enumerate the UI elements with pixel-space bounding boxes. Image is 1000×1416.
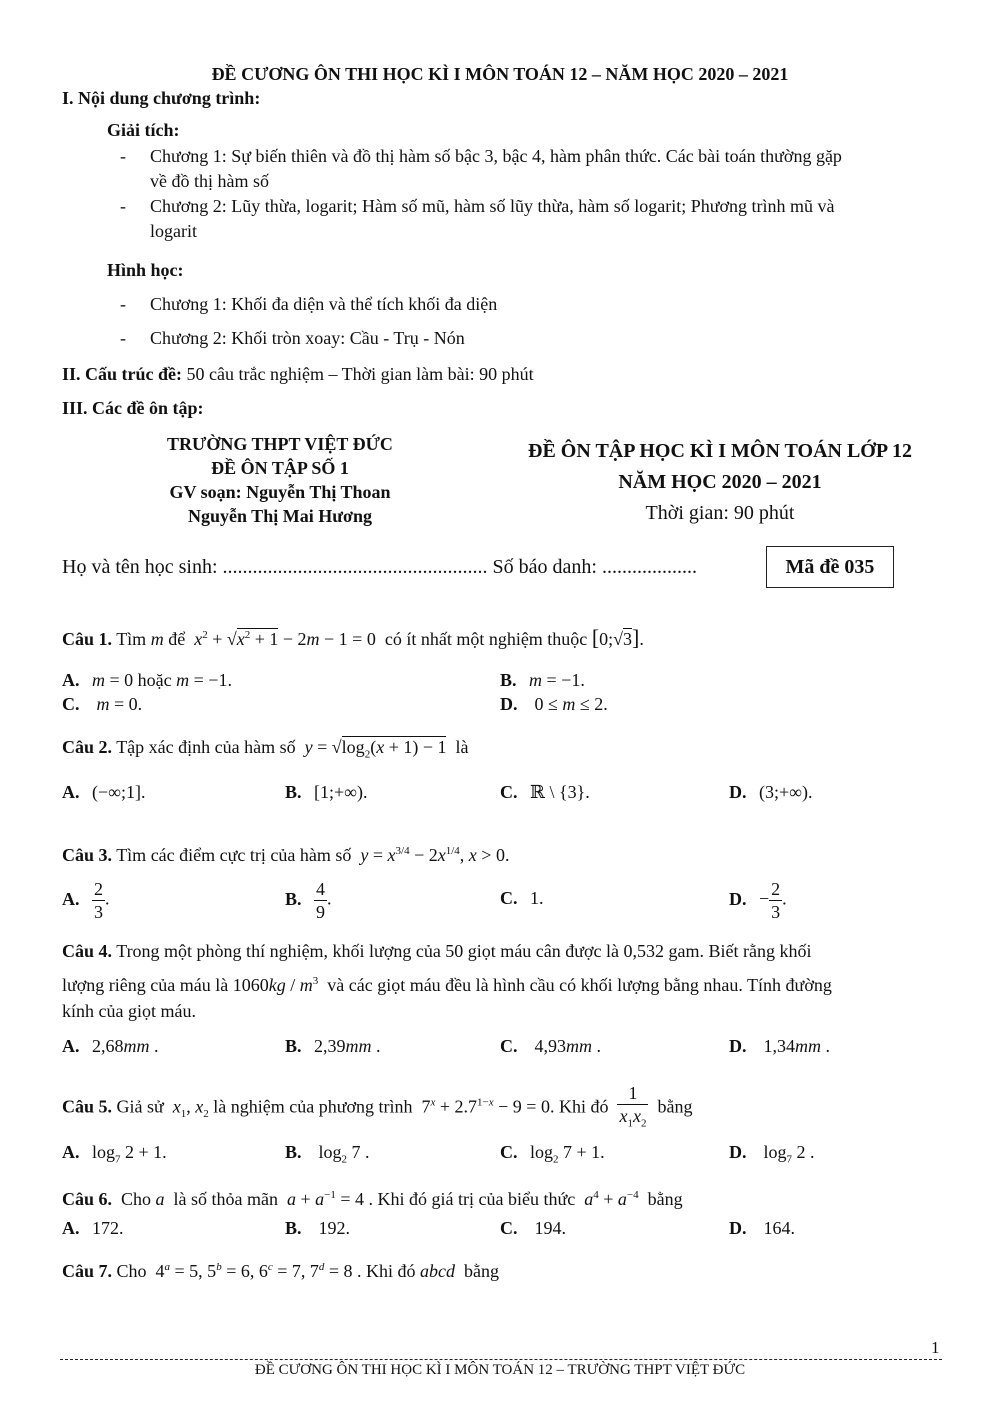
q4-option-a: A. 2,68mm . xyxy=(62,1036,159,1056)
question-2: Câu 2. Tập xác định của hàm số $y = √\log_2(x + 1) - 1$ là xyxy=(62,737,469,761)
exam-time: Thời gian: 90 phút xyxy=(645,502,795,524)
q1-option-b: B. m = −1. xyxy=(500,670,585,690)
bullet-dash: - xyxy=(120,146,126,166)
q6-option-c: C. 194. xyxy=(500,1218,566,1238)
q6-option-d: D. 164. xyxy=(729,1218,795,1238)
exam-title: ĐỀ ÔN TẬP HỌC KÌ I MÔN TOÁN LỚP 12 xyxy=(528,440,912,462)
giai-tich-item-1-cont: về đồ thị hàm số xyxy=(150,171,269,191)
q3-option-b: B. $\frac{4}{9}$ . xyxy=(285,879,332,922)
q6-option-a: A. 172. xyxy=(62,1218,124,1238)
exam-code-box: Mã đề 035 xyxy=(766,546,894,588)
student-info-line: Họ và tên học sinh: ..................................................... Số báo danh: ................... xyxy=(62,556,697,578)
giai-tich-heading: Giải tích: xyxy=(107,120,180,140)
hinh-hoc-item-1: Chương 1: Khối đa diện và thể tích khối đa diện xyxy=(150,294,498,314)
question-label: Câu 3. xyxy=(62,845,113,865)
q4-option-c: C. 4,93mm . xyxy=(500,1036,601,1056)
question-6: Câu 6. Cho a là số thỏa mãn $a + a^{-1} = 4$ . Khi đó giá trị của biểu thức $a^4 + a^{-4}$ bằng xyxy=(62,1189,683,1209)
section-3-heading: III. Các đề ôn tập: xyxy=(62,398,204,418)
school-header xyxy=(130,432,430,528)
question-label: Câu 6. xyxy=(62,1189,113,1209)
bullet-dash: - xyxy=(120,196,126,216)
q5-option-c: C. $\log_2 7 + 1$. xyxy=(500,1142,605,1166)
q2-option-b: B. [1;+∞). xyxy=(285,782,368,802)
giai-tich-item-2-cont: logarit xyxy=(150,221,197,241)
question-4-line-3: kính của giọt máu. xyxy=(62,1001,196,1021)
question-label: Câu 5. xyxy=(62,1096,113,1117)
q4-option-b: B. 2,39mm . xyxy=(285,1036,381,1056)
exam-year: NĂM HỌC 2020 – 2021 xyxy=(618,471,822,493)
q6-option-b: B. 192. xyxy=(285,1218,351,1238)
q4-option-d: D. 1,34mm . xyxy=(729,1036,830,1056)
giai-tich-item-2: Chương 2: Lũy thừa, logarit; Hàm số mũ, hàm số lũy thừa, hàm số logarit; Phương trình mũ và xyxy=(150,196,835,216)
school-name: TRƯỜNG THPT VIỆT ĐỨC xyxy=(167,434,393,454)
hinh-hoc-item-2: Chương 2: Khối tròn xoay: Cầu - Trụ - Nón xyxy=(150,328,465,348)
question-7: Câu 7. Cho $4^a = 5$, $5^b = 6$, $6^c = 7$, $7^d = 8$ . Khi đó abcd bằng xyxy=(62,1261,500,1281)
question-4-line-2: lượng riêng của máu là $1060kg / m^3$ và các giọt máu đều là hình cầu có khối lượng bằng nhau. Tính đường xyxy=(62,975,832,995)
giai-tich-item-1: Chương 1: Sự biến thiên và đồ thị hàm số bậc 3, bậc 4, hàm phân thức. Các bài toán thường gặp xyxy=(150,146,842,166)
section-2-text: 50 câu trắc nghiệm – Thời gian làm bài: 90 phút xyxy=(186,364,534,384)
q3-option-c: C. 1. xyxy=(500,888,544,908)
question-label: Câu 7. xyxy=(62,1261,113,1281)
bullet-dash: - xyxy=(120,294,126,314)
q3-option-d: D. − $\frac{2}{3}$ . xyxy=(729,879,787,922)
q2-option-d: D. (3;+∞). xyxy=(729,782,813,802)
question-label: Câu 4. xyxy=(62,941,113,961)
page-footer: ĐỀ CƯƠNG ÔN THI HỌC KÌ I MÔN TOÁN 12 – TRƯỜNG THPT VIỆT ĐỨC xyxy=(254,1362,746,1378)
question-4-line-1 xyxy=(62,936,812,966)
exam-number: ĐỀ ÔN TẬP SỐ 1 xyxy=(211,458,349,478)
bullet-dash: - xyxy=(120,328,126,348)
teacher-1: GV soạn: Nguyễn Thị Thoan xyxy=(169,482,391,502)
q4-text: Trong một phòng thí nghiệm, khối lượng của 50 giọt máu cân được là 0,532 gam. Biết rằng khối xyxy=(116,941,812,961)
teacher-2: Nguyễn Thị Mai Hương xyxy=(188,506,372,526)
q5-option-d: D. $\log_7 2$ . xyxy=(729,1142,815,1166)
q5-option-a: A. $\log_7 2 + 1$. xyxy=(62,1142,167,1166)
question-label: Câu 1. xyxy=(62,629,113,649)
footer-divider xyxy=(60,1359,942,1360)
q3-option-a: A. $\frac{2}{3}$ . xyxy=(62,879,110,922)
document-title: ĐỀ CƯƠNG ÔN THI HỌC KÌ I MÔN TOÁN 12 – NĂM HỌC 2020 – 2021 xyxy=(211,64,789,84)
exam-header xyxy=(490,436,950,529)
page-number: 1 xyxy=(931,1338,940,1357)
section-2 xyxy=(62,364,534,385)
q1-option-d: D. 0 ≤ m ≤ 2. xyxy=(500,694,608,714)
q1-option-c: C. m = 0. xyxy=(62,694,143,714)
question-5: Câu 5. Giả sử $x_1$, $x_2$ là nghiệm của phương trình $7^x + 2.7^{1-x} - 9 = 0$. Khi đó $\frac{1}{x_1x_2}$ bằng xyxy=(62,1083,693,1130)
q2-option-a: A. (−∞;1]. xyxy=(62,782,146,802)
question-label: Câu 2. xyxy=(62,737,113,757)
hinh-hoc-heading: Hình học: xyxy=(107,260,184,280)
q2-option-c: C. ℝ \ {3}. xyxy=(500,782,590,802)
question-3: Câu 3. Tìm các điểm cực trị của hàm số $y = x^{3/4} - 2x^{1/4}$, x > 0. xyxy=(62,845,510,865)
section-2-heading: II. Cấu trúc đề: xyxy=(62,364,182,384)
q1-option-a: A. m = 0 hoặc m = −1. xyxy=(62,670,232,690)
section-1-heading: I. Nội dung chương trình: xyxy=(62,88,261,108)
q5-option-b: B. $\log_2 7$ . xyxy=(285,1142,370,1166)
question-1: Câu 1. Tìm m để $x^2 + √x^2 + 1 - 2m - 1 = 0$ có ít nhất một nghiệm thuộc [0;√3]. xyxy=(62,625,644,650)
